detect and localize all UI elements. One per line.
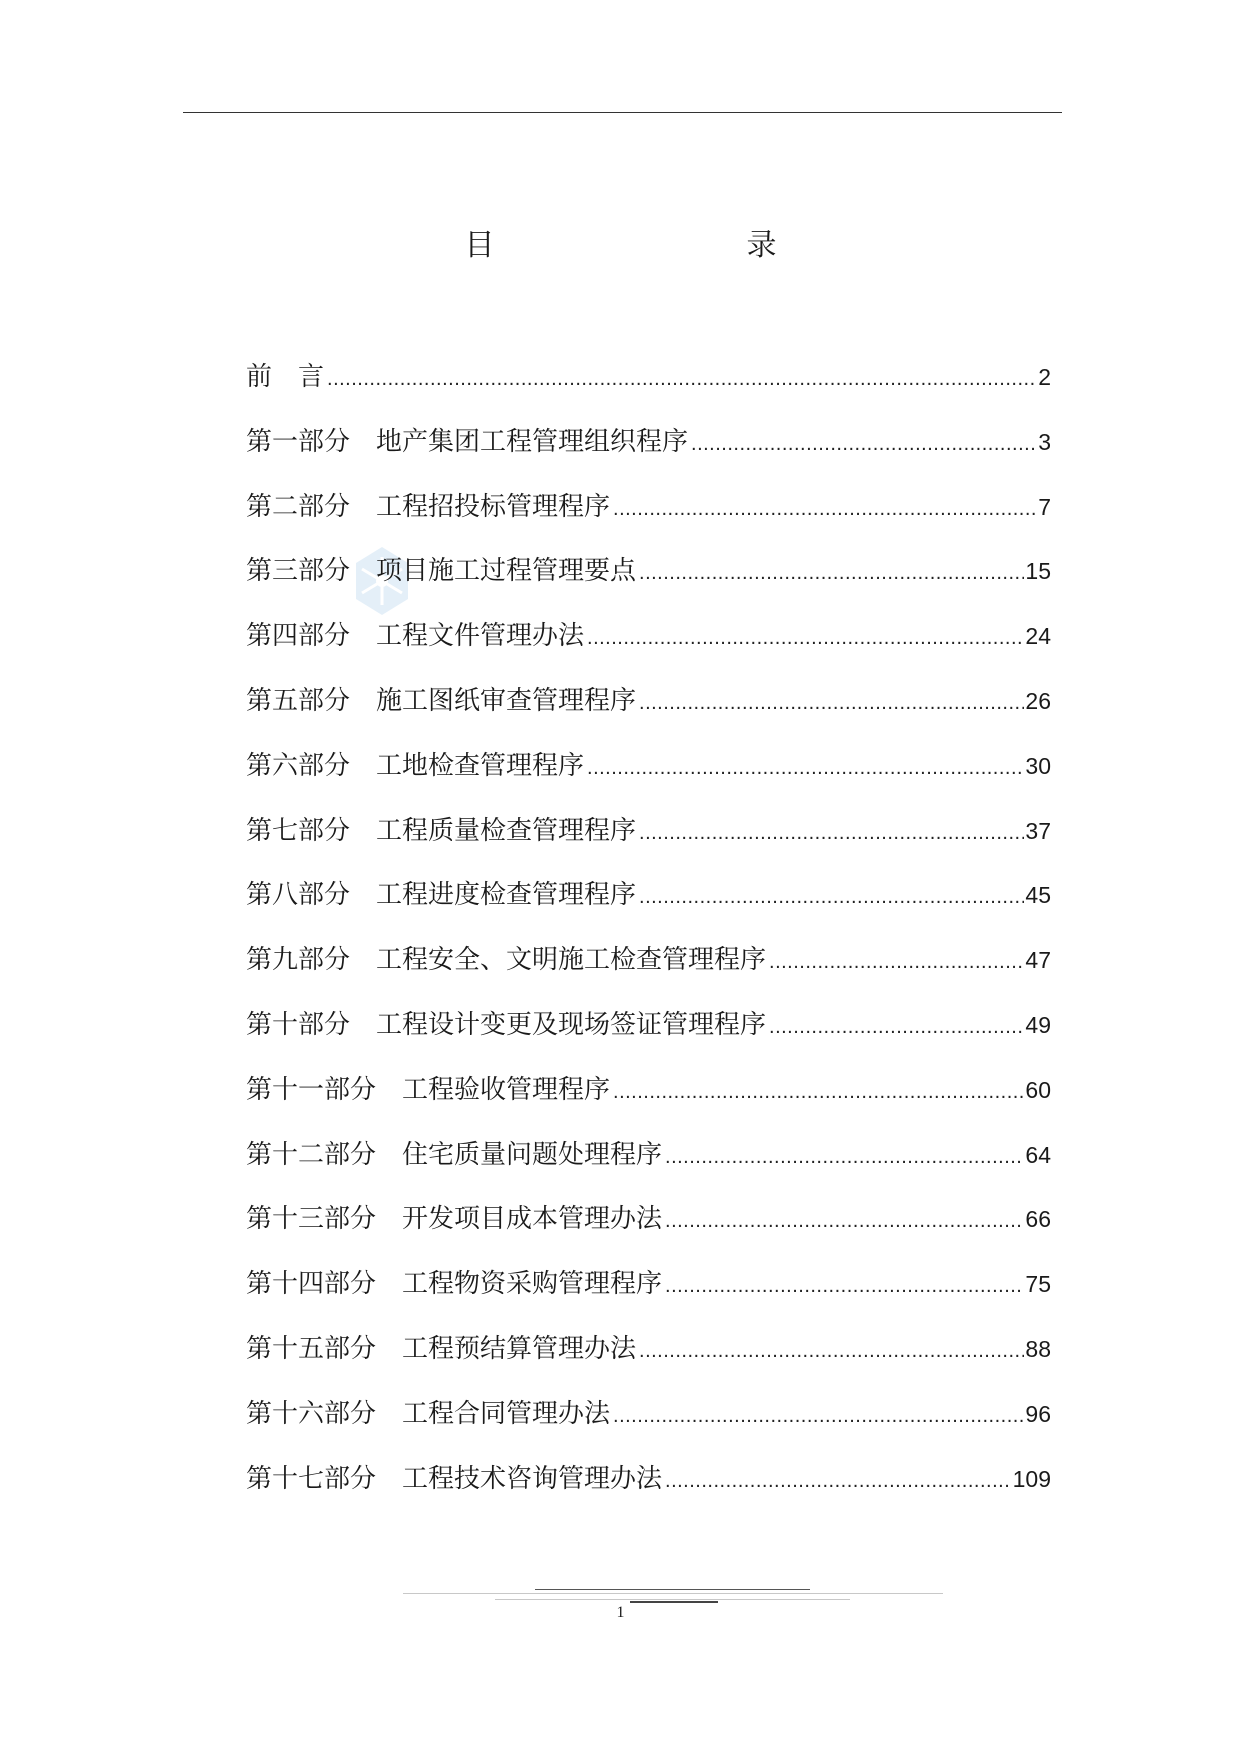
toc-page-number: 96 [1025, 1400, 1051, 1427]
toc-entry-part-14[interactable] [246, 1264, 1051, 1329]
toc-page-number: 49 [1025, 1011, 1051, 1038]
toc-entry-label: 第五部分 施工图纸审查管理程序 [246, 685, 637, 716]
toc-page-number: 24 [1025, 623, 1051, 650]
toc-dot-leader [665, 1461, 1012, 1501]
toc-page-number: 7 [1038, 493, 1051, 520]
toc-entry-label: 第八部分 工程进度检查管理程序 [246, 880, 637, 911]
toc-entry-part-4[interactable] [246, 616, 1051, 681]
toc-entry-label: 第二部分 工程招投标管理程序 [246, 491, 611, 522]
toc-dot-leader [665, 1201, 1024, 1241]
table-of-contents [246, 357, 1051, 1523]
toc-dot-leader [639, 877, 1024, 917]
toc-entry-label: 第十一部分 工程验收管理程序 [246, 1074, 611, 1105]
toc-dot-leader [639, 553, 1024, 593]
toc-entry-label: 第十四部分 工程物资采购管理程序 [246, 1269, 663, 1300]
toc-entry-label: 第十五部分 工程预结算管理办法 [246, 1333, 637, 1364]
toc-page-number: 88 [1025, 1335, 1051, 1362]
footer-rule [495, 1599, 850, 1600]
toc-page-number: 60 [1025, 1076, 1051, 1103]
toc-page-number: 109 [1012, 1465, 1051, 1492]
toc-entry-part-10[interactable] [246, 1005, 1051, 1070]
toc-entry-part-13[interactable] [246, 1199, 1051, 1264]
toc-entry-label: 第七部分 工程质量检查管理程序 [246, 815, 637, 846]
toc-page-number: 47 [1025, 947, 1051, 974]
toc-dot-leader [587, 748, 1024, 788]
toc-entry-preface[interactable] [246, 357, 1051, 422]
toc-entry-part-11[interactable] [246, 1070, 1051, 1135]
footer-rule [403, 1593, 943, 1594]
toc-dot-leader [613, 1396, 1024, 1436]
toc-entry-part-9[interactable] [246, 940, 1051, 1005]
toc-entry-part-1[interactable] [246, 422, 1051, 487]
toc-entry-label: 第十三部分 开发项目成本管理办法 [246, 1204, 663, 1235]
toc-entry-part-6[interactable] [246, 746, 1051, 811]
toc-page-number: 26 [1025, 687, 1051, 714]
toc-entry-part-12[interactable] [246, 1135, 1051, 1200]
toc-entry-label: 第一部分 地产集团工程管理组织程序 [246, 426, 689, 457]
toc-entry-part-5[interactable] [246, 681, 1051, 746]
toc-entry-label: 第十二部分 住宅质量问题处理程序 [246, 1139, 663, 1170]
toc-page-number: 3 [1038, 428, 1051, 455]
toc-dot-leader [613, 489, 1037, 529]
toc-dot-leader [587, 618, 1024, 658]
page-number: 1 [616, 1604, 625, 1621]
toc-page-number: 64 [1025, 1141, 1051, 1168]
toc-dot-leader [327, 359, 1037, 399]
toc-entry-part-17[interactable] [246, 1459, 1051, 1524]
toc-entry-part-3[interactable] [246, 551, 1051, 616]
toc-entry-part-15[interactable] [246, 1329, 1051, 1394]
toc-entry-part-2[interactable] [246, 487, 1051, 552]
toc-entry-part-16[interactable] [246, 1394, 1051, 1459]
toc-entry-label: 第十六部分 工程合同管理办法 [246, 1398, 611, 1429]
toc-entry-label: 第十部分 工程设计变更及现场签证管理程序 [246, 1009, 767, 1040]
toc-page-number: 45 [1025, 882, 1051, 909]
toc-entry-label: 第十七部分 工程技术咨询管理办法 [246, 1463, 663, 1494]
footer-rule [535, 1589, 810, 1590]
toc-page-number: 75 [1025, 1271, 1051, 1298]
toc-dot-leader [639, 683, 1024, 723]
toc-page-number: 30 [1025, 752, 1051, 779]
toc-entry-label: 前 言 [246, 362, 325, 392]
toc-dot-leader [769, 942, 1024, 982]
toc-entry-label: 第六部分 工地检查管理程序 [246, 750, 585, 781]
toc-dot-leader [665, 1137, 1024, 1177]
toc-dot-leader [613, 1072, 1024, 1112]
toc-page-number: 15 [1025, 558, 1051, 585]
page-title: 目 录 [464, 228, 841, 263]
toc-entry-label: 第三部分 项目施工过程管理要点 [246, 556, 637, 587]
toc-entry-part-8[interactable] [246, 875, 1051, 940]
toc-page-number: 37 [1025, 817, 1051, 844]
toc-entry-label: 第九部分 工程安全、文明施工检查管理程序 [246, 945, 767, 976]
header-rule [183, 112, 1062, 113]
toc-dot-leader [639, 1331, 1024, 1371]
toc-dot-leader [665, 1266, 1024, 1306]
toc-page-number: 2 [1038, 364, 1051, 390]
toc-entry-label: 第四部分 工程文件管理办法 [246, 621, 585, 652]
toc-entry-part-7[interactable] [246, 811, 1051, 876]
toc-page-number: 66 [1025, 1206, 1051, 1233]
toc-dot-leader [691, 424, 1037, 464]
toc-dot-leader [639, 813, 1024, 853]
toc-dot-leader [769, 1007, 1024, 1047]
